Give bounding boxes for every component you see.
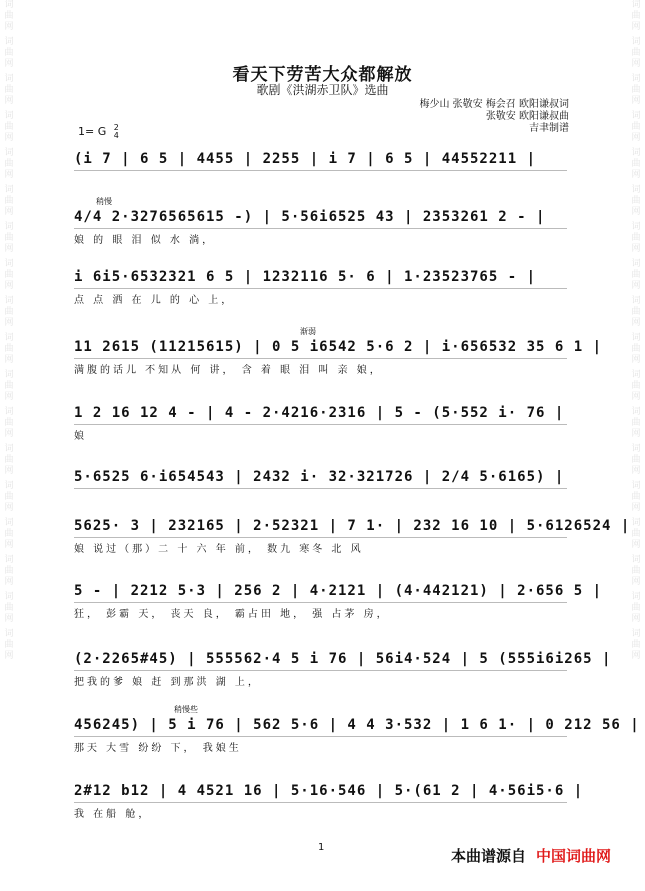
lyrics: 我 在船 舱， — [74, 809, 152, 820]
notes: i 6i5·6532321 6 5 | 1232116 5· 6 | 1·23523765 - | — [74, 268, 567, 289]
credits — [419, 99, 569, 135]
lyrics: 那天 大雪 纷纷 下， 我娘生 — [74, 743, 242, 754]
notes: 5 - | 2212 5·3 | 256 2 | 4·2121 | (4·442121) | 2·656 5 | — [74, 582, 567, 603]
lyrics: 娘 的 眼 泪 似 水 淌， — [74, 235, 216, 246]
score-line — [74, 517, 631, 556]
watermark-right: 词曲网 词曲网 词曲网 词曲网 词曲网 词曲网 词曲网 词曲网 词曲网 词曲网 词曲网 词曲网 词曲网 词曲网 词曲网 词曲网 词曲网 词曲网 — [631, 0, 641, 661]
notes: 5·6525 6·i654543 | 2432 i· 32·321726 | 2/4 5·6165) | — [74, 468, 567, 489]
score-line — [74, 268, 567, 307]
time-bottom: 4 — [113, 131, 119, 140]
score-line — [74, 705, 640, 755]
lyrics: 满腹的话儿 不知从 何 讲， 含 着 眼 泪 叫 亲 娘， — [74, 365, 383, 376]
score-line — [74, 327, 603, 377]
score-line — [74, 782, 584, 821]
notes: 456245) | 5 i 76 | 562 5·6 | 4 4 3·532 | 1 6 1· | 0 212 56 | — [74, 716, 567, 737]
source-brand-link[interactable]: 中国词曲网 — [535, 847, 611, 865]
lyrics: 娘 说过（那）二 十 六 年 前， 数九 寒冬 北 风 — [74, 544, 364, 555]
notes: (i 7 | 6 5 | 4455 | 2255 | i 7 | 6 5 | 44552211 | — [74, 150, 567, 171]
tempo-mark: 稍慢些 — [174, 705, 198, 714]
score-line — [74, 582, 603, 621]
notes: 5625· 3 | 232165 | 2·52321 | 7 1· | 232 16 10 | 5·6126524 | — [74, 517, 567, 538]
score-line — [74, 404, 567, 443]
song-subtitle: 歌剧《洪湖赤卫队》选曲 — [256, 83, 389, 97]
credit-lyricists: 梅少山 张敬安 梅会召 欧阳谦叔词 — [419, 99, 569, 110]
notes: 1 2 16 12 4 - | 4 - 2·4216·2316 | 5 - (5·552 i· 76 | — [74, 404, 567, 425]
page-number: 1 — [318, 842, 325, 853]
song-title: 看天下劳苦大众都解放 — [232, 65, 413, 85]
notes: (2·2265#45) | 555562·4 5 i 76 | 56i4·524 | 5 (555i6i265 | — [74, 650, 567, 671]
score-line — [74, 150, 567, 177]
credit-arranger: 吉聿制谱 — [529, 123, 569, 134]
lyrics: 点 点 洒 在 儿 的 心 上， — [74, 295, 235, 306]
key-signature — [78, 124, 119, 140]
lyrics: 狂， 彭霸 天， 丧天 良， 霸占田 地， 强 占茅 房， — [74, 609, 390, 620]
source-footer — [451, 845, 611, 866]
notes: 4/4 2·3276565615 -) | 5·56i6525 43 | 2353261 2 - | — [74, 208, 567, 229]
dynamic-mark: 渐弱 — [300, 327, 316, 336]
key-label: 1= G — [78, 125, 107, 138]
watermark-left: 词曲网 词曲网 词曲网 词曲网 词曲网 词曲网 词曲网 词曲网 词曲网 词曲网 词曲网 词曲网 词曲网 词曲网 词曲网 词曲网 词曲网 词曲网 — [4, 0, 14, 661]
notes: 2#12 b12 | 4 4521 16 | 5·16·546 | 5·(61 2 | 4·56i5·6 | — [74, 782, 567, 803]
source-text: 本曲谱源自 — [450, 847, 526, 865]
time-signature — [114, 124, 119, 140]
lyrics: 把我的爹 娘 赶 到那洪 湖 上， — [74, 677, 261, 688]
tempo-mark: 稍慢 — [96, 197, 112, 206]
credit-composers: 张敬安 欧阳谦叔曲 — [485, 111, 569, 122]
lyrics: 娘 — [74, 431, 87, 442]
score-line — [74, 468, 567, 495]
time-top: 2 — [113, 123, 119, 132]
score-line — [74, 197, 567, 247]
notes: 11 2615 (11215615) | 0 5 i6542 5·6 2 | i·656532 35 6 1 | — [74, 338, 567, 359]
score-line — [74, 650, 612, 689]
